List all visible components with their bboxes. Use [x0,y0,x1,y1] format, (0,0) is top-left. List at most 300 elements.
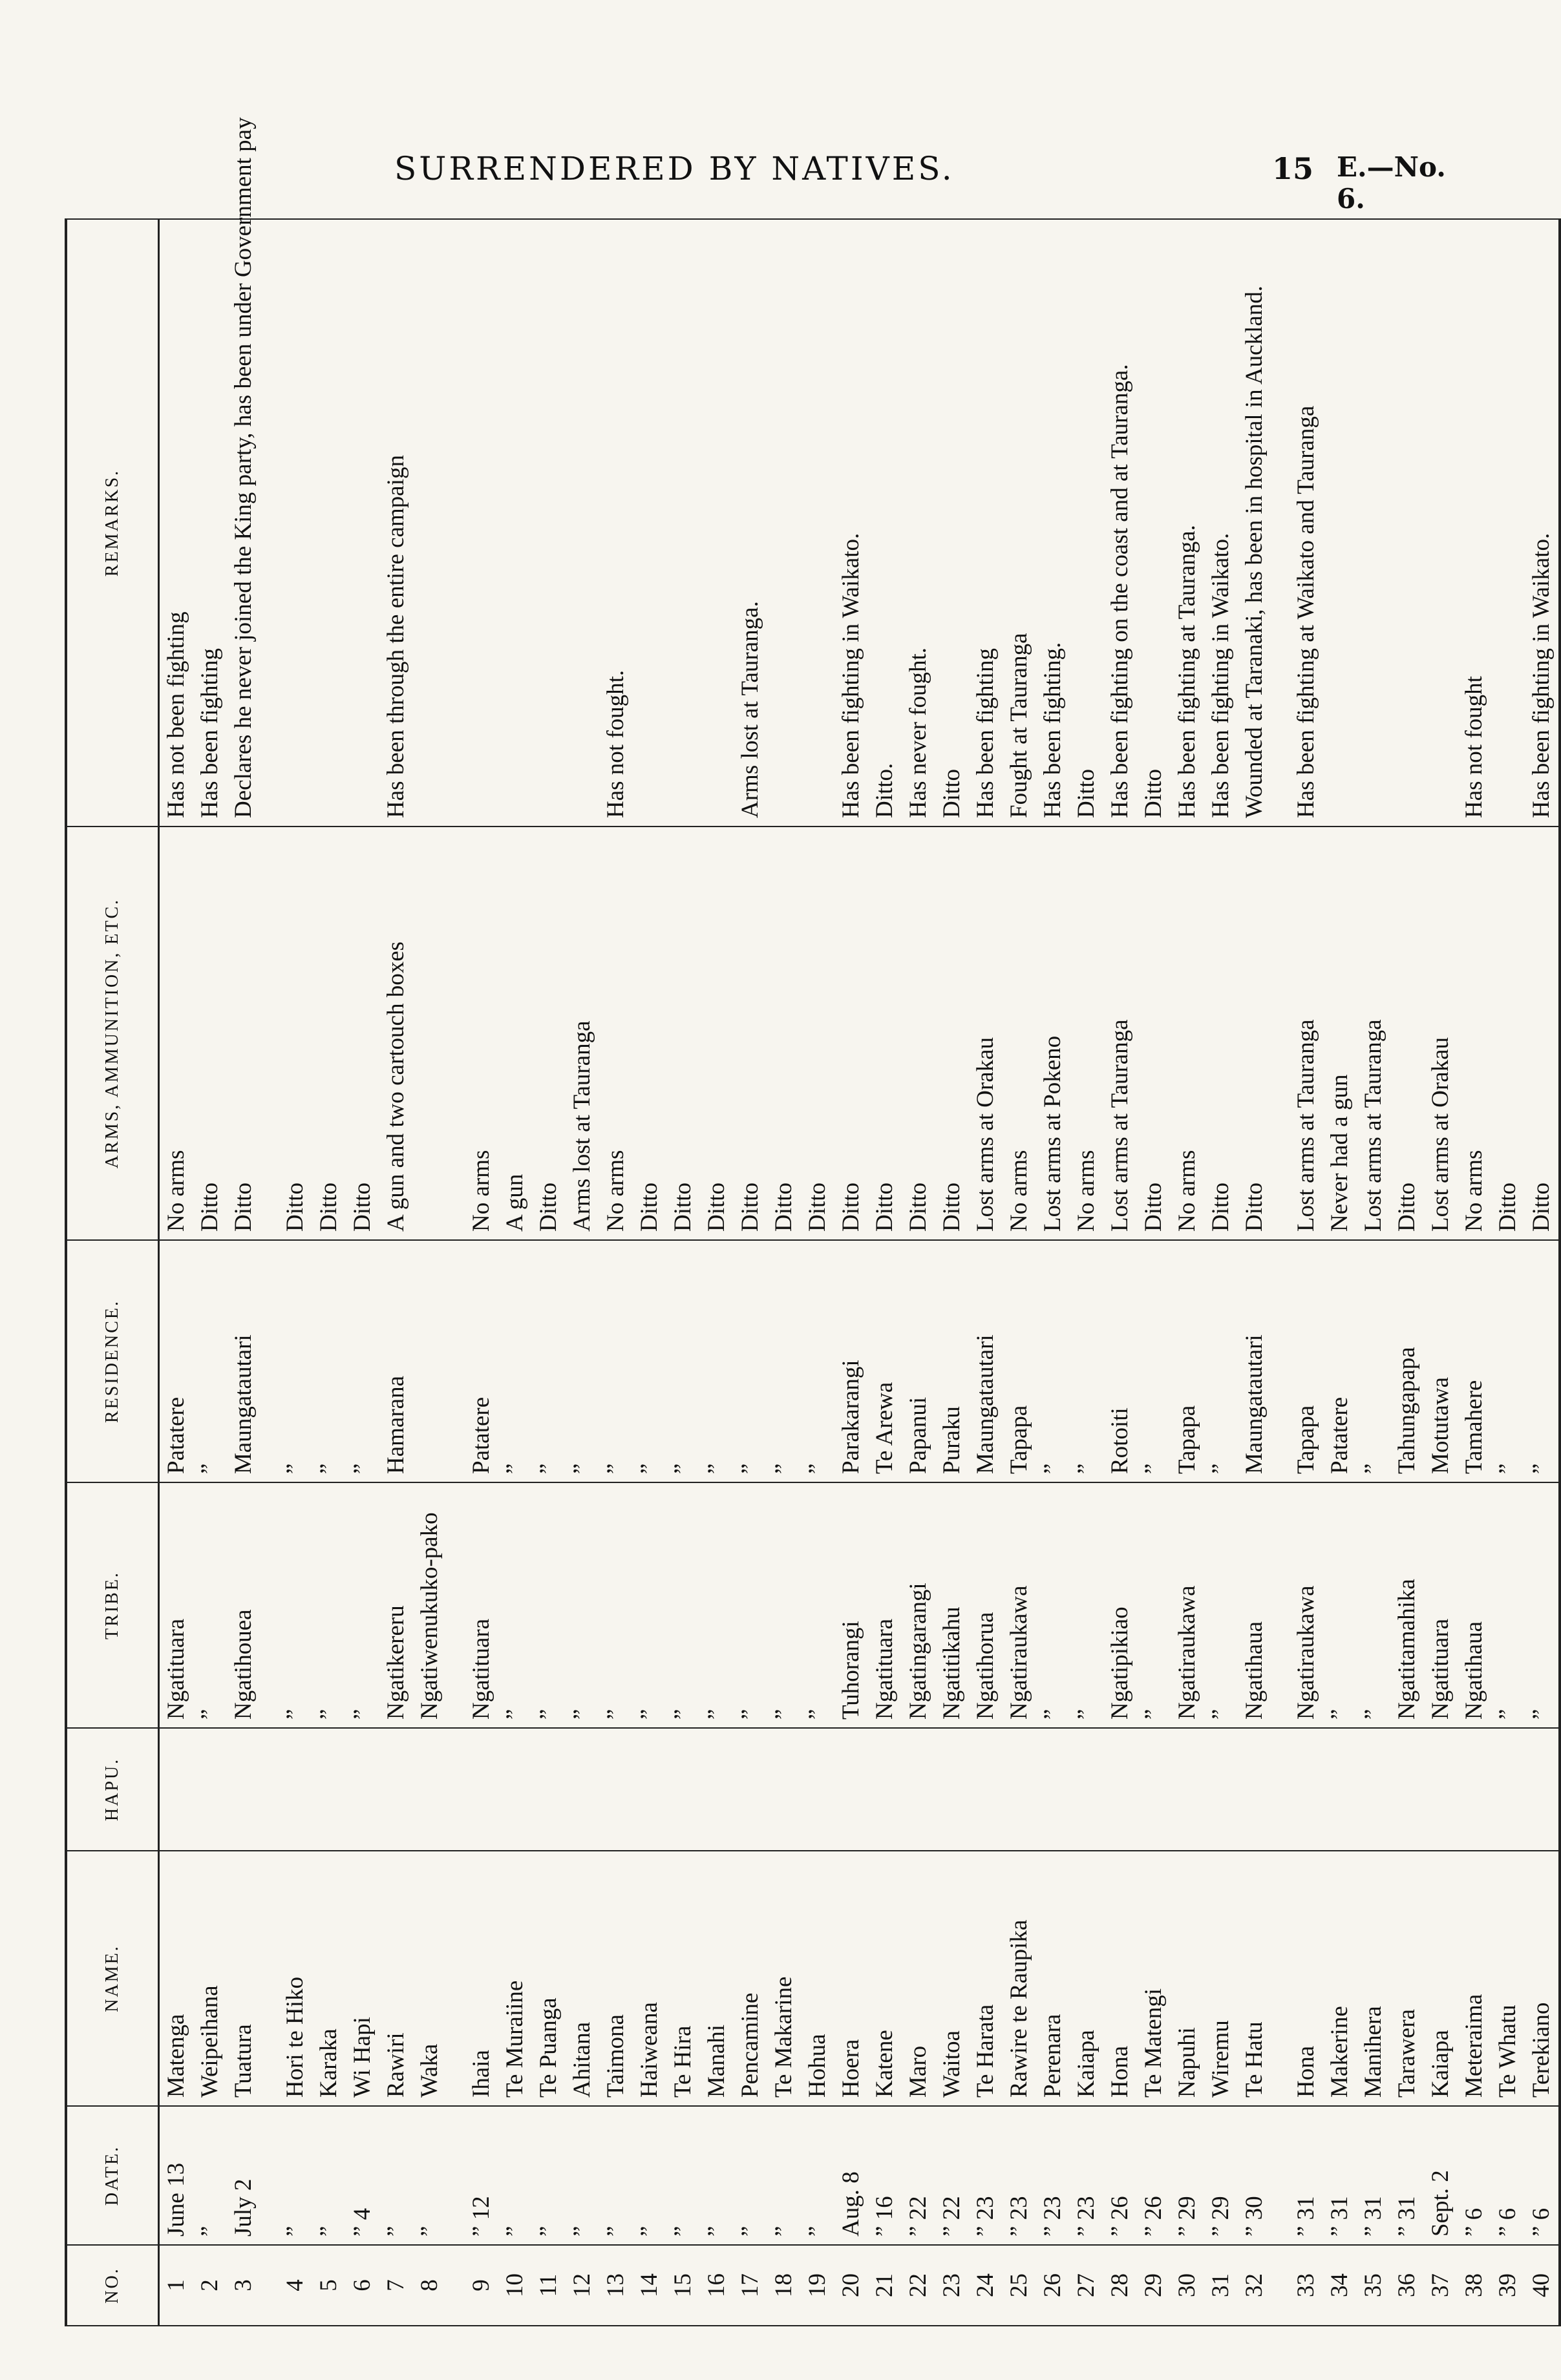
cell-tribe: ” [498,1482,532,1728]
cell-remarks [1357,219,1390,827]
cell-no: 15 [666,2245,700,2326]
document-code: E.—No. 6. [1337,151,1446,215]
table-row [767,219,801,2326]
cell-name: Manahi [700,1851,734,2106]
cell-residence: ” [666,1240,700,1482]
table-row [935,219,969,2326]
cell-arms: Ditto [734,827,767,1240]
spacer-cell [260,827,279,1240]
cell-name: Weipeihana [193,1851,227,2106]
cell-arms: Ditto [346,827,379,1240]
cell-arms: Ditto [935,827,969,1240]
cell-arms: Ditto [1238,827,1271,1240]
cell-no: 16 [700,2245,734,2326]
cell-date: ” 6 [1458,2106,1491,2245]
cell-arms [413,827,447,1240]
cell-name: Wiremu [1204,1851,1238,2106]
cell-residence [413,1240,447,1482]
cell-hapu [1491,1728,1525,1851]
cell-residence: Papanui [902,1240,935,1482]
cell-remarks: Arms lost at Tauranga. [734,219,767,827]
cell-residence: ” [700,1240,734,1482]
cell-date: ” 23 [1070,2106,1103,2245]
cell-hapu [1390,1728,1424,1851]
cell-name: Karaka [312,1851,346,2106]
spacer-cell [1271,1851,1290,2106]
cell-remarks [1323,219,1357,827]
spacer-cell [447,1482,465,1728]
cell-name: Te Harata [969,1851,1003,2106]
table-row [413,219,447,2326]
spacer-cell [260,1851,279,2106]
cell-no: 1 [159,2245,194,2326]
cell-date: ” 4 [346,2106,379,2245]
cell-residence: ” [312,1240,346,1482]
cell-hapu [1290,1728,1323,1851]
cell-hapu [312,1728,346,1851]
cell-no: 10 [498,2245,532,2326]
cell-remarks [700,219,734,827]
cell-remarks: Declares he never joined the King party, has been under Government pay [227,219,260,827]
cell-arms: Lost arms at Tauranga [1357,827,1390,1240]
table-row [1204,219,1238,2326]
cell-residence: Tapapa [1290,1240,1323,1482]
cell-arms: Lost arms at Tauranga [1103,827,1137,1240]
table-row [1491,219,1525,2326]
cell-remarks [1390,219,1424,827]
cell-name: Te Hatu [1238,1851,1271,2106]
cell-date: June 13 [159,2106,194,2245]
cell-remarks: Has been fighting at Tauranga. [1171,219,1204,827]
cell-tribe: Ngatikereru [379,1482,413,1728]
table-row [1357,219,1390,2326]
cell-remarks: Has been fighting at Waikato and Tauranga [1290,219,1323,827]
cell-remarks: Wounded at Taranaki, has been in hospital in Auckland. [1238,219,1271,827]
cell-arms: Ditto [532,827,566,1240]
cell-residence: ” [279,1240,312,1482]
cell-no: 5 [312,2245,346,2326]
cell-date: ” 30 [1238,2106,1271,2245]
cell-arms: Ditto [1204,827,1238,1240]
cell-hapu [1036,1728,1070,1851]
cell-remarks: Has been fighting [969,219,1003,827]
table-row [700,219,734,2326]
cell-no: 18 [767,2245,801,2326]
cell-name: Katene [868,1851,902,2106]
cell-remarks [1424,219,1458,827]
table-spacer-row [260,219,279,2326]
cell-remarks [666,219,700,827]
spacer-cell [447,1728,465,1851]
table-row [159,219,194,2326]
cell-hapu [227,1728,260,1851]
cell-tribe: Ngatihouea [227,1482,260,1728]
cell-hapu [1204,1728,1238,1851]
cell-residence: Patatere [465,1240,498,1482]
cell-hapu [1525,1728,1560,1851]
cell-name: Te Muraiine [498,1851,532,2106]
spacer-cell [1271,1728,1290,1851]
cell-date: ” [379,2106,413,2245]
cell-tribe: ” [346,1482,379,1728]
cell-no: 12 [566,2245,599,2326]
cell-residence: ” [633,1240,666,1482]
cell-tribe: ” [599,1482,633,1728]
cell-name: Haiweana [633,1851,666,2106]
cell-hapu [666,1728,700,1851]
cell-name: Hohua [801,1851,834,2106]
cell-hapu [532,1728,566,1851]
cell-date: ” 6 [1491,2106,1525,2245]
cell-remarks [1491,219,1525,827]
cell-name: Pencamine [734,1851,767,2106]
table-row [1036,219,1070,2326]
cell-arms: Ditto [700,827,734,1240]
cell-arms: Ditto [666,827,700,1240]
cell-residence: Maungatautari [969,1240,1003,1482]
table-row [379,219,413,2326]
cell-hapu [1137,1728,1171,1851]
table-row [1070,219,1103,2326]
cell-residence: ” [193,1240,227,1482]
cell-date: ” [532,2106,566,2245]
spacer-cell [447,2245,465,2326]
cell-remarks: Ditto [1137,219,1171,827]
spacer-cell [447,827,465,1240]
cell-no: 29 [1137,2245,1171,2326]
cell-arms: Lost arms at Orakau [969,827,1003,1240]
cell-hapu [498,1728,532,1851]
cell-residence: Hamarana [379,1240,413,1482]
cell-name: Taimona [599,1851,633,2106]
cell-remarks [413,219,447,827]
cell-tribe: Ngatihaua [1458,1482,1491,1728]
cell-residence: Patatere [1323,1240,1357,1482]
cell-name: Matenga [159,1851,194,2106]
table-row [666,219,700,2326]
cell-hapu [413,1728,447,1851]
cell-date: ” 26 [1103,2106,1137,2245]
cell-residence: Maungatautari [227,1240,260,1482]
cell-arms: Arms lost at Tauranga [566,827,599,1240]
cell-no: 35 [1357,2245,1390,2326]
table-header-row [66,219,159,2326]
cell-arms: A gun [498,827,532,1240]
cell-arms: Lost arms at Pokeno [1036,827,1070,1240]
table-row [1238,219,1271,2326]
cell-remarks: Has not fought. [599,219,633,827]
cell-remarks: Has been fighting [193,219,227,827]
cell-hapu [868,1728,902,1851]
cell-tribe: Ngatiwenukuko-pako [413,1482,447,1728]
cell-tribe: ” [1525,1482,1560,1728]
cell-tribe: ” [1204,1482,1238,1728]
cell-no: 3 [227,2245,260,2326]
cell-tribe: Ngatipikiao [1103,1482,1137,1728]
cell-name: Perenara [1036,1851,1070,2106]
cell-tribe: Ngatingarangi [902,1482,935,1728]
cell-name: Napuhi [1171,1851,1204,2106]
cell-date: ” [734,2106,767,2245]
cell-remarks [279,219,312,827]
cell-arms: Ditto [1491,827,1525,1240]
cell-arms: Ditto [193,827,227,1240]
cell-tribe: Ngatitikahu [935,1482,969,1728]
cell-arms: Ditto [834,827,868,1240]
cell-hapu [279,1728,312,1851]
cell-hapu [902,1728,935,1851]
cell-residence: ” [1357,1240,1390,1482]
cell-name: Te Makarine [767,1851,801,2106]
cell-no: 23 [935,2245,969,2326]
cell-arms: No arms [465,827,498,1240]
cell-residence: Patatere [159,1240,194,1482]
cell-remarks: Has been through the entire campaign [379,219,413,827]
table-row [1424,219,1458,2326]
cell-arms: Ditto [1390,827,1424,1240]
cell-remarks [767,219,801,827]
cell-hapu [801,1728,834,1851]
cell-tribe: Ngatituara [465,1482,498,1728]
spacer-cell [260,219,279,827]
cell-hapu [767,1728,801,1851]
cell-tribe: ” [193,1482,227,1728]
cell-date: ” 23 [969,2106,1003,2245]
cell-arms: Ditto [312,827,346,1240]
table-row [498,219,532,2326]
cell-no: 27 [1070,2245,1103,2326]
cell-no: 34 [1323,2245,1357,2326]
cell-tribe: ” [633,1482,666,1728]
cell-arms: Ditto [1137,827,1171,1240]
cell-tribe: Ngatiraukawa [1290,1482,1323,1728]
table-row [193,219,227,2326]
cell-no: 26 [1036,2245,1070,2326]
cell-date: ” [801,2106,834,2245]
cell-no: 25 [1003,2245,1036,2326]
cell-remarks: Ditto. [868,219,902,827]
cell-name: Kaiapa [1424,1851,1458,2106]
cell-no: 38 [1458,2245,1491,2326]
cell-arms: Ditto [801,827,834,1240]
cell-name: Waka [413,1851,447,2106]
col-header-hapu: HAPU. [66,1728,159,1851]
cell-residence: ” [566,1240,599,1482]
spacer-cell [447,1851,465,2106]
table-row [834,219,868,2326]
cell-hapu [1458,1728,1491,1851]
cell-remarks: Has been fighting on the coast and at Tauranga. [1103,219,1137,827]
cell-no: 21 [868,2245,902,2326]
cell-name: Hoera [834,1851,868,2106]
cell-name: Manihera [1357,1851,1390,2106]
cell-residence: ” [1525,1240,1560,1482]
cell-hapu [1003,1728,1036,1851]
page-title: SURRENDERED BY NATIVES. [394,150,955,187]
cell-no: 40 [1525,2245,1560,2326]
cell-tribe: ” [1491,1482,1525,1728]
table-row [1323,219,1357,2326]
col-header-arms: ARMS, AMMUNITION, ETC. [66,827,159,1240]
spacer-cell [1271,827,1290,1240]
cell-arms: No arms [599,827,633,1240]
cell-no: 11 [532,2245,566,2326]
spacer-cell [260,1482,279,1728]
cell-no: 7 [379,2245,413,2326]
cell-name: Terekiano [1525,1851,1560,2106]
cell-tribe: ” [700,1482,734,1728]
table-row [1458,219,1491,2326]
cell-name: Hona [1103,1851,1137,2106]
cell-tribe: ” [666,1482,700,1728]
cell-name: Rawiri [379,1851,413,2106]
cell-hapu [159,1728,194,1851]
cell-date: ” 29 [1171,2106,1204,2245]
table-row [902,219,935,2326]
cell-tribe: ” [1323,1482,1357,1728]
cell-remarks [532,219,566,827]
cell-residence: Tapapa [1171,1240,1204,1482]
cell-no: 20 [834,2245,868,2326]
cell-tribe: ” [312,1482,346,1728]
cell-no: 28 [1103,2245,1137,2326]
cell-name: Te Puanga [532,1851,566,2106]
cell-remarks [566,219,599,827]
cell-residence: Motutawa [1424,1240,1458,1482]
cell-residence: ” [498,1240,532,1482]
cell-remarks [346,219,379,827]
cell-remarks [465,219,498,827]
spacer-cell [447,219,465,827]
spacer-cell [1271,2245,1290,2326]
cell-no: 22 [902,2245,935,2326]
col-header-tribe: TRIBE. [66,1482,159,1728]
cell-name: Waitoa [935,1851,969,2106]
table-row [1171,219,1204,2326]
spacer-cell [1271,1482,1290,1728]
cell-residence: Parakarangi [834,1240,868,1482]
cell-residence: Rotoiti [1103,1240,1137,1482]
cell-residence: ” [767,1240,801,1482]
table-row [868,219,902,2326]
cell-date: July 2 [227,2106,260,2245]
cell-remarks: Has never fought. [902,219,935,827]
cell-residence: ” [734,1240,767,1482]
spacer-cell [260,2106,279,2245]
cell-date: ” [413,2106,447,2245]
col-header-remarks: REMARKS. [66,219,159,827]
cell-tribe: ” [1357,1482,1390,1728]
cell-hapu [1424,1728,1458,1851]
cell-residence: ” [532,1240,566,1482]
cell-name: Ahitana [566,1851,599,2106]
table-row [969,219,1003,2326]
cell-no: 19 [801,2245,834,2326]
cell-tribe: ” [532,1482,566,1728]
page-header [0,150,1478,215]
cell-no: 9 [465,2245,498,2326]
cell-date: ” 23 [1003,2106,1036,2245]
cell-hapu [969,1728,1003,1851]
cell-no: 13 [599,2245,633,2326]
cell-no: 24 [969,2245,1003,2326]
cell-no: 37 [1424,2245,1458,2326]
table-row [227,219,260,2326]
cell-tribe: Ngatituara [1424,1482,1458,1728]
cell-arms: Ditto [767,827,801,1240]
cell-hapu [193,1728,227,1851]
cell-arms: Ditto [868,827,902,1240]
cell-residence: ” [599,1240,633,1482]
cell-residence: Maungatautari [1238,1240,1271,1482]
cell-date: ” [666,2106,700,2245]
cell-date: ” [312,2106,346,2245]
cell-date: ” [498,2106,532,2245]
cell-name: Te Hira [666,1851,700,2106]
cell-arms: Ditto [902,827,935,1240]
cell-tribe: ” [279,1482,312,1728]
table-row [1290,219,1323,2326]
cell-remarks [633,219,666,827]
spacer-cell [447,1240,465,1482]
table-row [566,219,599,2326]
cell-remarks [801,219,834,827]
cell-date: ” 31 [1290,2106,1323,2245]
cell-no: 33 [1290,2245,1323,2326]
cell-no: 2 [193,2245,227,2326]
cell-hapu [834,1728,868,1851]
cell-tribe: ” [1070,1482,1103,1728]
cell-date: ” 22 [935,2106,969,2245]
cell-date: ” [767,2106,801,2245]
cell-hapu [599,1728,633,1851]
cell-arms: Ditto [279,827,312,1240]
cell-name: Te Whatu [1491,1851,1525,2106]
cell-date: Aug. 8 [834,2106,868,2245]
cell-date: ” 12 [465,2106,498,2245]
cell-date: ” [633,2106,666,2245]
table-row [1525,219,1560,2326]
cell-residence: Tamahere [1458,1240,1491,1482]
cell-tribe: ” [801,1482,834,1728]
cell-hapu [346,1728,379,1851]
spacer-cell [1271,2106,1290,2245]
table-row [1103,219,1137,2326]
cell-date: ” 31 [1323,2106,1357,2245]
cell-arms: No arms [1003,827,1036,1240]
cell-date: Sept. 2 [1424,2106,1458,2245]
cell-remarks: Has been fighting. [1036,219,1070,827]
cell-date: ” 31 [1357,2106,1390,2245]
cell-date: ” 23 [1036,2106,1070,2245]
cell-hapu [633,1728,666,1851]
cell-residence: Puraku [935,1240,969,1482]
cell-name: Maro [902,1851,935,2106]
table-row [312,219,346,2326]
cell-tribe: ” [566,1482,599,1728]
cell-date: ” 22 [902,2106,935,2245]
col-header-no: NO. [66,2245,159,2326]
table-row [1137,219,1171,2326]
table-row [1390,219,1424,2326]
cell-date: ” [700,2106,734,2245]
cell-name: Ihaia [465,1851,498,2106]
cell-name: Kaiapa [1070,1851,1103,2106]
cell-name: Hori te Hiko [279,1851,312,2106]
cell-residence: ” [1036,1240,1070,1482]
cell-date: ” [599,2106,633,2245]
cell-arms: No arms [159,827,194,1240]
